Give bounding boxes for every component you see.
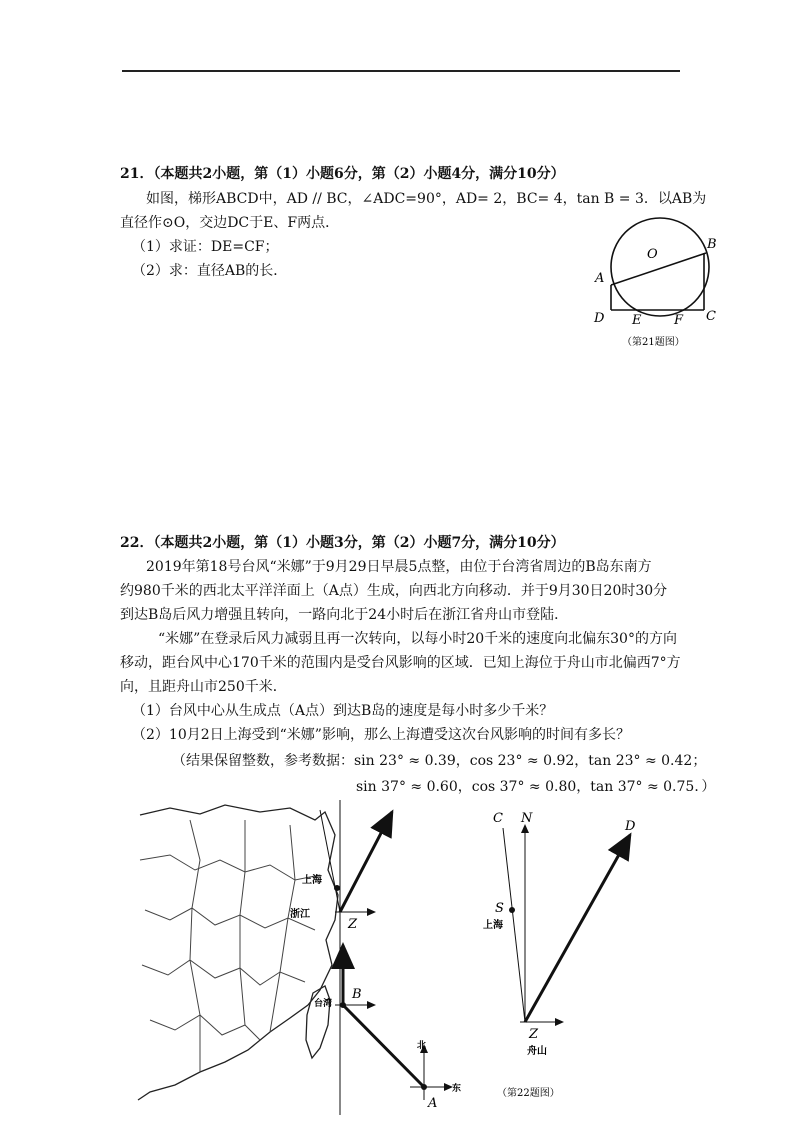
q21-figure: [580, 210, 730, 360]
q22-p2-line3: 向，且距舟山市250千米．: [120, 679, 287, 695]
q21-intro-line2: 直径作⊙O，交边DC于E、F两点．: [120, 215, 340, 231]
line-zc: [503, 828, 525, 1022]
label-f: F: [674, 313, 684, 328]
map-border: [150, 1015, 260, 1040]
q21-caption: （第21题图）: [622, 337, 685, 348]
label-a: A: [595, 271, 605, 286]
q22-ref-line1: （结果保留整数，参考数据：sin 23° ≈ 0.39，cos 23° ≈ 0.92，tan 23° ≈ 0.42；: [172, 753, 707, 769]
q22-map: [130, 800, 475, 1115]
track-a-to-b: [343, 1005, 427, 1087]
compass-label-north: 北: [417, 1041, 427, 1051]
label-shanghai: 上海: [483, 920, 503, 931]
label-o: O: [647, 247, 658, 262]
label-d: D: [625, 819, 636, 834]
q22-p1-line2: 约980千米的西北太平洋洋面上（A点）生成，向西北方向移动．并于9月30日20时30分: [120, 583, 668, 599]
map-border: [240, 820, 245, 1025]
map-label-z: Z: [348, 917, 358, 932]
compass-label-east: 东: [452, 1084, 462, 1094]
q21-header: 21．（本题共2小题，第（1）小题6分，第（2）小题4分，满分10分）: [120, 166, 565, 182]
label-zhoushan: 舟山: [527, 1046, 547, 1057]
label-e: E: [632, 313, 642, 328]
label-d: D: [594, 311, 605, 326]
q22-header: 22．（本题共2小题，第（1）小题3分，第（2）小题7分，满分10分）: [120, 535, 565, 551]
q21-intro-line1: 如图，梯形ABCD中，AD // BC，∠ADC=90°，AD= 2，BC= 4，tan B = 3．以AB为: [146, 191, 707, 207]
map-label-a: A: [428, 1096, 438, 1111]
q22-caption: （第22题图）: [497, 1088, 560, 1099]
label-z: Z: [529, 1027, 539, 1042]
line-zd: [525, 835, 630, 1022]
map-coastline: [138, 805, 338, 1100]
point-s: [509, 907, 515, 913]
q22-p1-line1: 2019年第18号台风“米娜”于9月29日早晨5点整，由位于台湾省周边的B岛东南方: [146, 559, 652, 575]
map-c-line: [320, 810, 340, 912]
q22-p2-line1: “米娜”在登录后风力减弱且再一次转向，以每小时20千米的速度向北偏东30°的方向: [158, 631, 677, 647]
q22-ref-line2: sin 37° ≈ 0.60，cos 37° ≈ 0.80，tan 37° ≈ 0.75．）: [356, 779, 716, 795]
q22-part2: （2）10月2日上海受到“米娜”影响，那么上海遭受这次台风影响的时间有多长？: [132, 727, 630, 743]
taiwan-island: [306, 986, 333, 1058]
map-label-taiwan: 台湾: [314, 999, 333, 1009]
label-s: S: [495, 901, 504, 916]
q22-part1: （1）台风中心从生成点（A点）到达B岛的速度是每小时多少千米？: [132, 703, 554, 719]
point-b: [340, 1002, 346, 1008]
circle-o: [611, 218, 709, 316]
q21-part1: （1）求证：DE=CF；: [132, 239, 279, 255]
label-n: N: [521, 811, 533, 826]
label-c: C: [493, 811, 503, 826]
map-label-shanghai: 上海: [302, 875, 322, 886]
point-shanghai: [334, 885, 340, 891]
map-border: [142, 960, 305, 985]
q22-p1-line3: 到达B岛后风力增强且转向，一路向北于24小时后在浙江省舟山市登陆．: [120, 607, 569, 623]
top-rule: [122, 70, 680, 72]
label-c: C: [706, 309, 716, 324]
q21-part2: （2）求：直径AB的长．: [132, 263, 288, 279]
point-a: [421, 1084, 427, 1090]
diameter-ab: [611, 253, 706, 285]
q22-diagram: [475, 800, 665, 1110]
label-b: B: [707, 237, 717, 252]
map-border: [190, 820, 200, 1072]
map-border: [270, 825, 295, 1032]
map-label-zhejiang: 浙江: [290, 909, 310, 920]
track-z-to-d: [340, 812, 392, 912]
map-label-b: B: [352, 987, 362, 1002]
q22-p2-line2: 移动，距台风中心170千米的范围内是受台风影响的区域．已知上海位于舟山市北偏西7°方: [120, 655, 681, 671]
